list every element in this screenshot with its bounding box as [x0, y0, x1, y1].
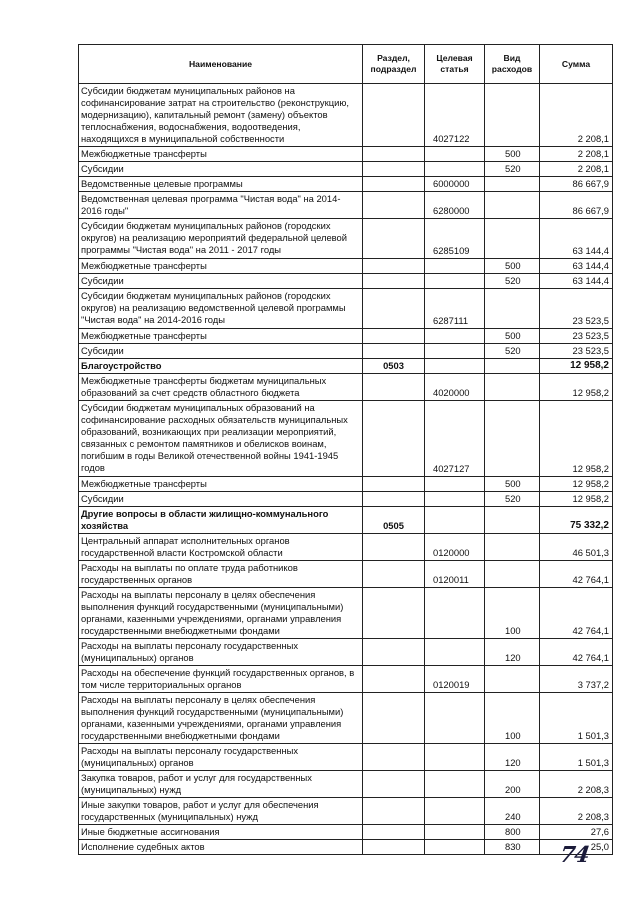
- cell-sum: 42 764,1: [540, 588, 613, 639]
- cell-name: Расходы на выплаты по оплате труда работников государственных органов: [79, 561, 363, 588]
- cell-section: [363, 798, 425, 825]
- cell-kind: 520: [485, 344, 540, 359]
- header-kind: Вид расходов: [485, 45, 540, 84]
- cell-target: [425, 588, 485, 639]
- cell-section: [363, 374, 425, 401]
- cell-kind: [485, 666, 540, 693]
- table-row: [79, 162, 613, 177]
- header-target: Целевая статья: [425, 45, 485, 84]
- cell-name: Субсидии: [79, 274, 363, 289]
- cell-sum: 75 332,2: [540, 507, 613, 534]
- table-row: [79, 492, 613, 507]
- cell-target: 4020000: [425, 374, 485, 401]
- table-row: [79, 534, 613, 561]
- cell-target: 6000000: [425, 177, 485, 192]
- cell-kind: 500: [485, 329, 540, 344]
- cell-section: [363, 588, 425, 639]
- cell-section: [363, 666, 425, 693]
- cell-target: 0120011: [425, 561, 485, 588]
- cell-name: Межбюджетные трансферты бюджетам муниципальных образований за счет средств областного бюджета: [79, 374, 363, 401]
- cell-name: Закупка товаров, работ и услуг для государственных (муниципальных) нужд: [79, 771, 363, 798]
- cell-sum: 3 737,2: [540, 666, 613, 693]
- cell-sum: 2 208,1: [540, 162, 613, 177]
- table-row: [79, 771, 613, 798]
- cell-section: [363, 84, 425, 147]
- cell-name: Межбюджетные трансферты: [79, 147, 363, 162]
- cell-name: Субсидии бюджетам муниципальных районов (городских округов) на реализацию мероприятий федеральной целевой программы "Чистая вода" на 2011 - 2017 годы: [79, 219, 363, 259]
- cell-kind: [485, 374, 540, 401]
- cell-target: [425, 693, 485, 744]
- cell-name: Расходы на выплаты персоналу государственных (муниципальных) органов: [79, 744, 363, 771]
- cell-kind: 200: [485, 771, 540, 798]
- cell-name: Исполнение судебных актов: [79, 840, 363, 855]
- table-row: [79, 359, 613, 374]
- cell-name: Расходы на обеспечение функций государственных органов, в том числе территориальных органов: [79, 666, 363, 693]
- table-row: [79, 840, 613, 855]
- cell-sum: 12 958,2: [540, 492, 613, 507]
- cell-kind: 500: [485, 259, 540, 274]
- cell-target: [425, 639, 485, 666]
- table-row: [79, 329, 613, 344]
- table-row: [79, 219, 613, 259]
- cell-name: Межбюджетные трансферты: [79, 329, 363, 344]
- cell-section: [363, 192, 425, 219]
- cell-sum: 1 501,3: [540, 744, 613, 771]
- cell-target: [425, 162, 485, 177]
- table-row: [79, 259, 613, 274]
- table-row: [79, 374, 613, 401]
- cell-section: [363, 534, 425, 561]
- table-row: [79, 177, 613, 192]
- header-name: Наименование: [79, 45, 363, 84]
- cell-section: [363, 771, 425, 798]
- cell-sum: 23 523,5: [540, 329, 613, 344]
- cell-sum: 23 523,5: [540, 344, 613, 359]
- cell-sum: 86 667,9: [540, 192, 613, 219]
- cell-name: Субсидии бюджетам муниципальных районов (городских округов) на реализацию ведомственной целевой программы "Чистая вода" на 2014-2016 годы: [79, 289, 363, 329]
- table-row: [79, 639, 613, 666]
- cell-name: Субсидии: [79, 344, 363, 359]
- cell-section: [363, 693, 425, 744]
- table-row: [79, 693, 613, 744]
- cell-kind: 240: [485, 798, 540, 825]
- cell-kind: 520: [485, 492, 540, 507]
- cell-target: 0120019: [425, 666, 485, 693]
- cell-sum: 63 144,4: [540, 219, 613, 259]
- cell-section: [363, 162, 425, 177]
- cell-target: 4027127: [425, 401, 485, 477]
- cell-target: [425, 259, 485, 274]
- cell-kind: [485, 534, 540, 561]
- cell-target: [425, 507, 485, 534]
- cell-sum: 25,0: [540, 840, 613, 855]
- table-row: [79, 274, 613, 289]
- cell-sum: 2 208,1: [540, 147, 613, 162]
- cell-name: Субсидии: [79, 492, 363, 507]
- cell-section: [363, 401, 425, 477]
- table-row: [79, 507, 613, 534]
- table-row: [79, 666, 613, 693]
- budget-table: [78, 44, 613, 855]
- table-row: [79, 588, 613, 639]
- cell-sum: 2 208,1: [540, 84, 613, 147]
- cell-section: [363, 744, 425, 771]
- cell-section: 0503: [363, 359, 425, 374]
- cell-name: Субсидии: [79, 162, 363, 177]
- cell-kind: 500: [485, 147, 540, 162]
- cell-kind: [485, 401, 540, 477]
- cell-name: Другие вопросы в области жилищно-коммунального хозяйства: [79, 507, 363, 534]
- cell-kind: 500: [485, 477, 540, 492]
- cell-name: Ведомственная целевая программа "Чистая вода" на 2014-2016 годы": [79, 192, 363, 219]
- header-section: Раздел, подраздел: [363, 45, 425, 84]
- cell-kind: [485, 177, 540, 192]
- cell-section: [363, 329, 425, 344]
- budget-table-page: [78, 44, 612, 855]
- cell-section: [363, 344, 425, 359]
- cell-target: [425, 147, 485, 162]
- cell-section: [363, 825, 425, 840]
- header-sum: Сумма: [540, 45, 613, 84]
- cell-sum: 2 208,3: [540, 798, 613, 825]
- cell-kind: [485, 84, 540, 147]
- cell-sum: 63 144,4: [540, 274, 613, 289]
- cell-target: [425, 771, 485, 798]
- cell-target: [425, 274, 485, 289]
- cell-name: Расходы на выплаты персоналу государственных (муниципальных) органов: [79, 639, 363, 666]
- cell-target: [425, 477, 485, 492]
- cell-sum: 63 144,4: [540, 259, 613, 274]
- cell-kind: [485, 507, 540, 534]
- cell-target: [425, 798, 485, 825]
- cell-target: 4027122: [425, 84, 485, 147]
- cell-target: [425, 329, 485, 344]
- cell-kind: 100: [485, 693, 540, 744]
- cell-section: [363, 639, 425, 666]
- cell-kind: [485, 359, 540, 374]
- cell-kind: 100: [485, 588, 540, 639]
- table-body: [79, 84, 613, 855]
- cell-sum: 12 958,2: [540, 374, 613, 401]
- cell-name: Благоустройство: [79, 359, 363, 374]
- cell-section: [363, 177, 425, 192]
- cell-target: [425, 744, 485, 771]
- cell-target: 6285109: [425, 219, 485, 259]
- page-number: 74: [558, 842, 591, 868]
- cell-name: Расходы на выплаты персоналу в целях обеспечения выполнения функций государственными (муниципальными) органами, казенными учреждениями, органами управления государственными внебюджетными фондами: [79, 693, 363, 744]
- cell-section: [363, 840, 425, 855]
- cell-sum: 12 958,2: [540, 401, 613, 477]
- cell-kind: [485, 561, 540, 588]
- cell-target: [425, 359, 485, 374]
- cell-kind: 120: [485, 639, 540, 666]
- cell-sum: 12 958,2: [540, 477, 613, 492]
- cell-section: [363, 274, 425, 289]
- cell-target: 6280000: [425, 192, 485, 219]
- table-row: [79, 147, 613, 162]
- cell-name: Иные бюджетные ассигнования: [79, 825, 363, 840]
- cell-sum: 42 764,1: [540, 561, 613, 588]
- cell-kind: [485, 192, 540, 219]
- cell-section: [363, 492, 425, 507]
- table-row: [79, 192, 613, 219]
- cell-name: Субсидии бюджетам муниципальных образований на софинансирование расходных обязательств муниципальных образований, возникающих при реализации мероприятий, связанных с ремонтом памятников и обелисков воинам, погибшим в годы Великой отечественной войны 1941-1945 годов: [79, 401, 363, 477]
- cell-section: [363, 259, 425, 274]
- cell-sum: 46 501,3: [540, 534, 613, 561]
- cell-section: 0505: [363, 507, 425, 534]
- cell-kind: 830: [485, 840, 540, 855]
- cell-kind: 520: [485, 274, 540, 289]
- cell-name: Иные закупки товаров, работ и услуг для обеспечения государственных (муниципальных) нужд: [79, 798, 363, 825]
- table-row: [79, 798, 613, 825]
- cell-kind: [485, 219, 540, 259]
- table-row: [79, 344, 613, 359]
- cell-sum: 12 958,2: [540, 359, 613, 374]
- table-row: [79, 84, 613, 147]
- cell-kind: 520: [485, 162, 540, 177]
- cell-sum: 23 523,5: [540, 289, 613, 329]
- cell-name: Центральный аппарат исполнительных органов государственной власти Костромской области: [79, 534, 363, 561]
- cell-section: [363, 219, 425, 259]
- cell-target: 0120000: [425, 534, 485, 561]
- cell-sum: 1 501,3: [540, 693, 613, 744]
- cell-sum: 42 764,1: [540, 639, 613, 666]
- cell-target: 6287111: [425, 289, 485, 329]
- table-row: [79, 289, 613, 329]
- cell-name: Расходы на выплаты персоналу в целях обеспечения выполнения функций государственными (муниципальными) органами, казенными учреждениями, органами управления государственными внебюджетными фондами: [79, 588, 363, 639]
- cell-target: [425, 840, 485, 855]
- cell-sum: 86 667,9: [540, 177, 613, 192]
- cell-name: Ведомственные целевые программы: [79, 177, 363, 192]
- table-row: [79, 744, 613, 771]
- cell-kind: 800: [485, 825, 540, 840]
- cell-name: Межбюджетные трансферты: [79, 259, 363, 274]
- cell-target: [425, 825, 485, 840]
- table-header-row: [79, 45, 613, 84]
- cell-kind: 120: [485, 744, 540, 771]
- cell-section: [363, 561, 425, 588]
- cell-name: Субсидии бюджетам муниципальных районов на софинансирование затрат на строительство (реконструкцию, модернизацию), капитальный ремонт (замену) объектов теплоснабжения, водоснабжения, водоотведения, находящихся в муниципальной собственности: [79, 84, 363, 147]
- cell-section: [363, 147, 425, 162]
- cell-target: [425, 344, 485, 359]
- table-row: [79, 825, 613, 840]
- cell-name: Межбюджетные трансферты: [79, 477, 363, 492]
- table-row: [79, 561, 613, 588]
- cell-sum: 2 208,3: [540, 771, 613, 798]
- cell-section: [363, 477, 425, 492]
- cell-kind: [485, 289, 540, 329]
- cell-target: [425, 492, 485, 507]
- table-row: [79, 401, 613, 477]
- cell-section: [363, 289, 425, 329]
- cell-sum: 27,6: [540, 825, 613, 840]
- table-row: [79, 477, 613, 492]
